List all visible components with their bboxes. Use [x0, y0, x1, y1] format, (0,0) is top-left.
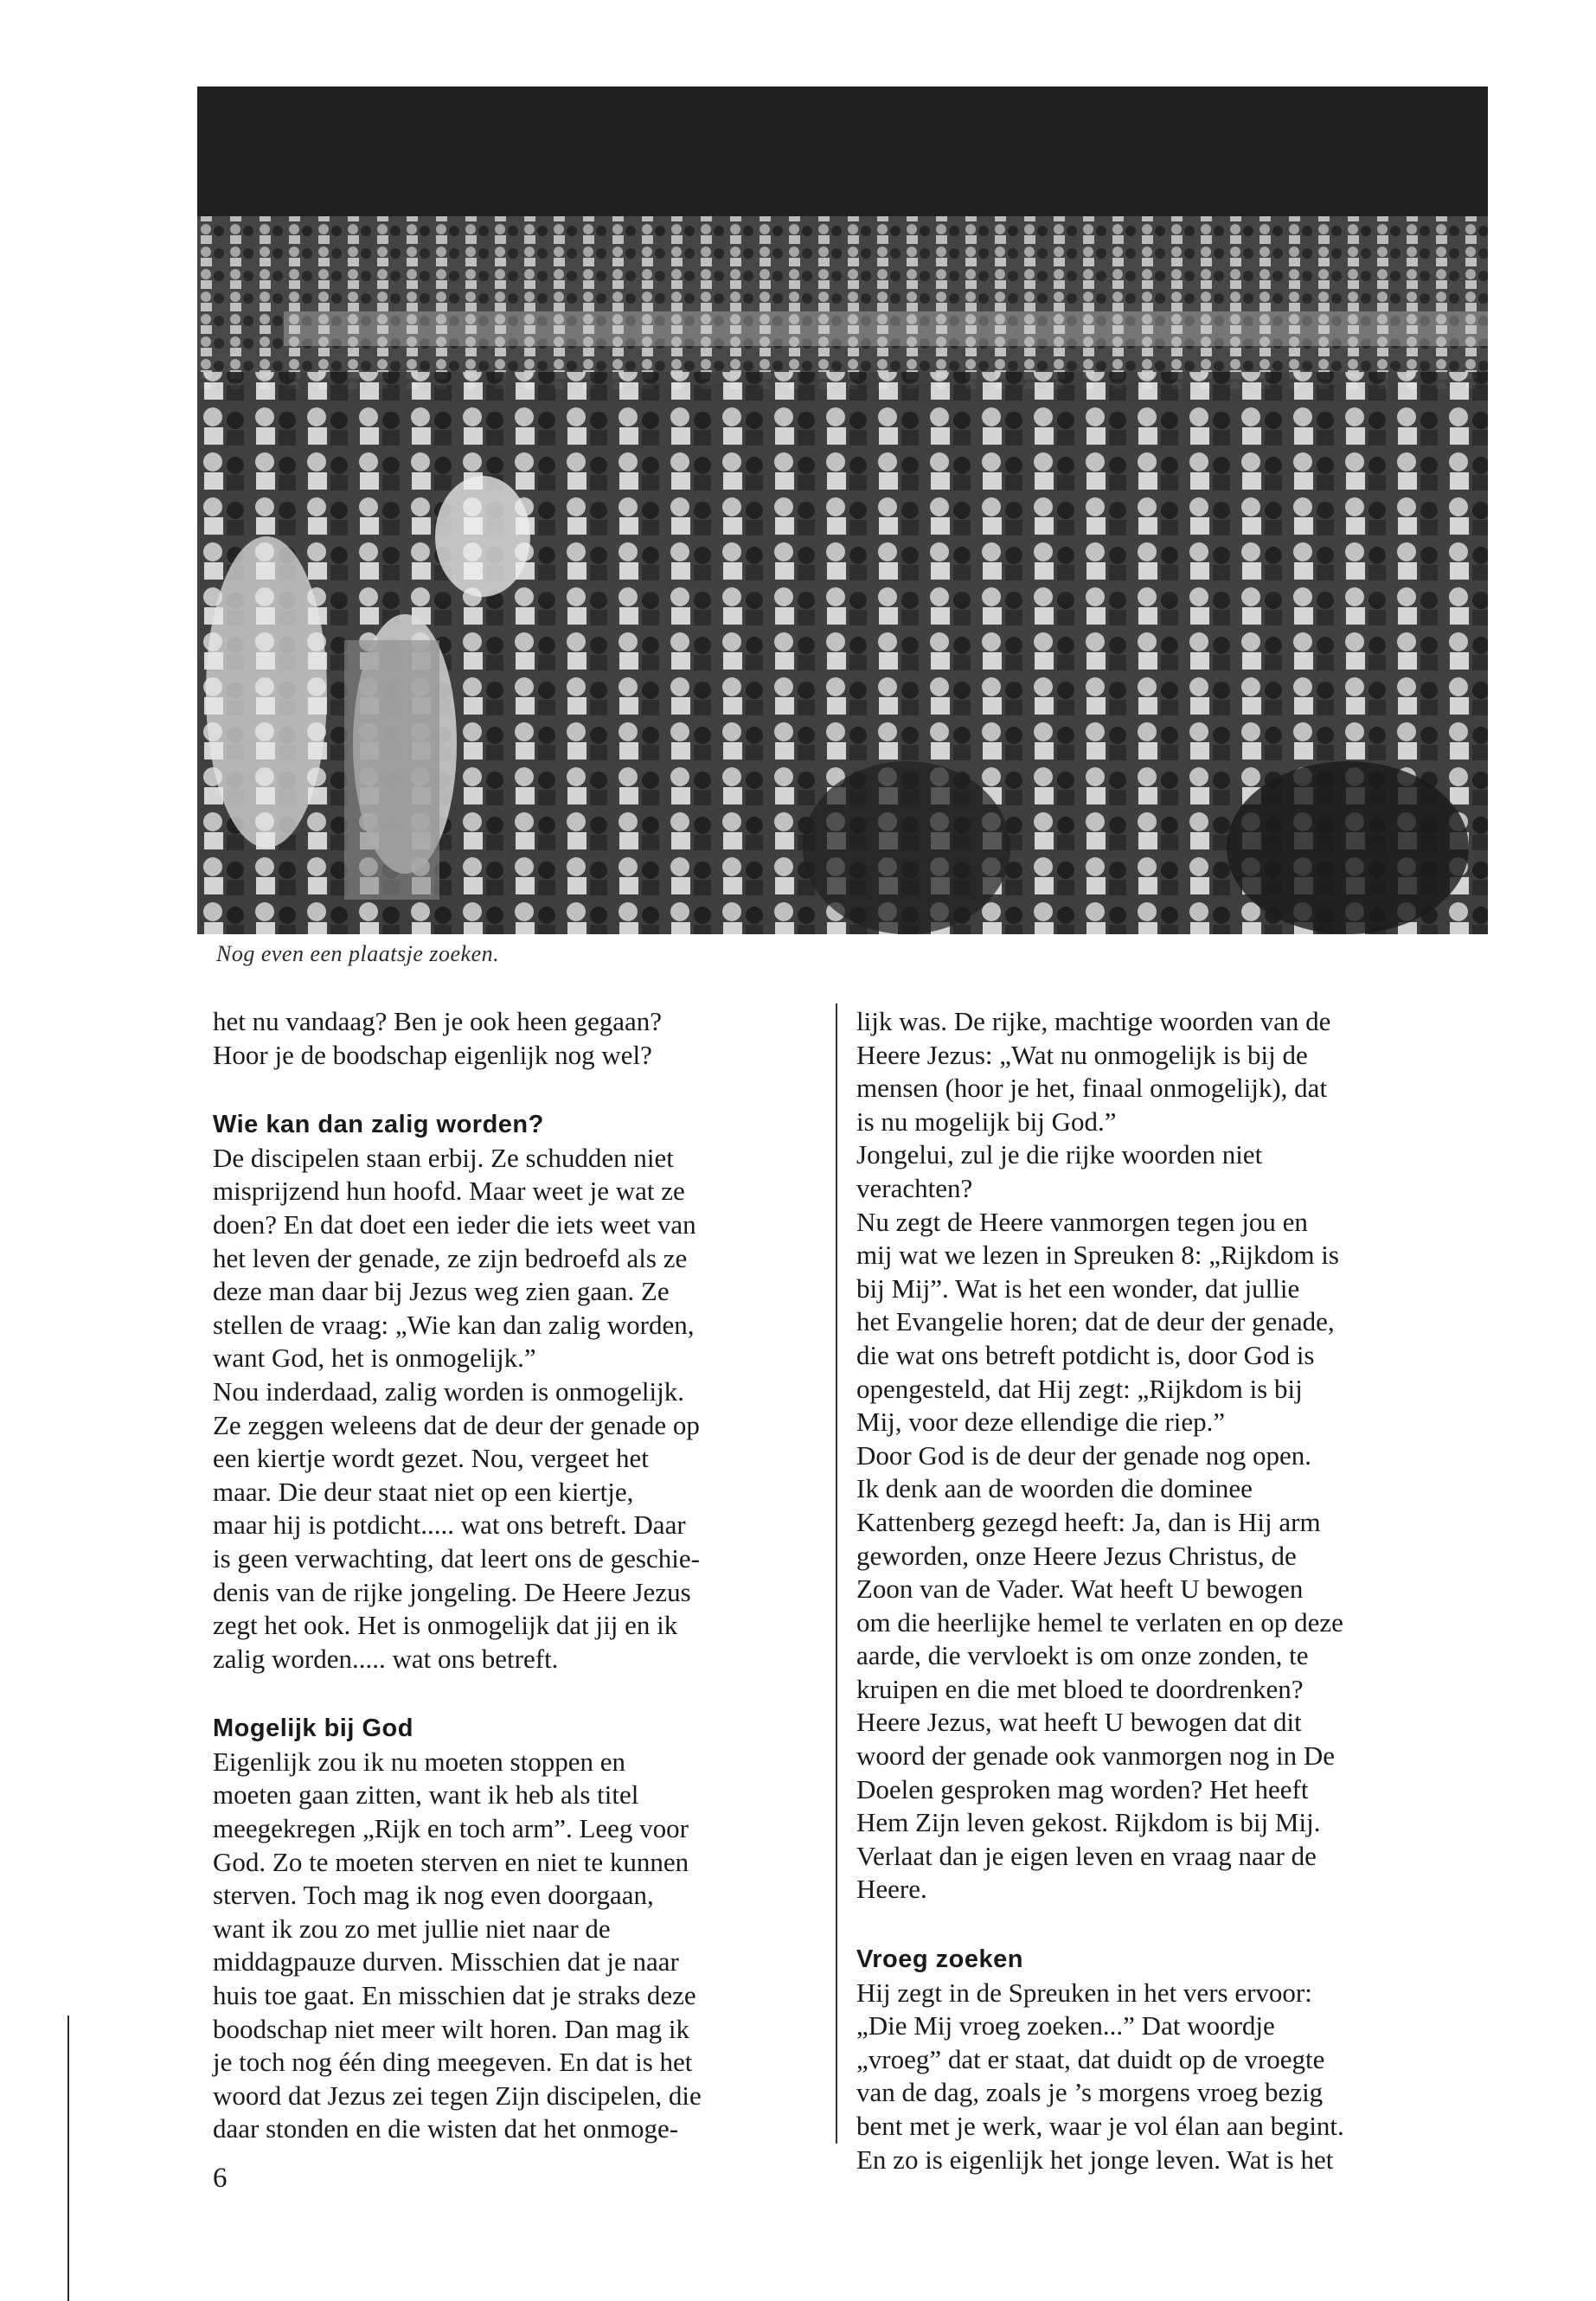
body-paragraph: De discipelen staan erbij. Ze schudden niet misprijzend hun hoofd. Maar weet je wat ze doen? En dat doet een ieder die iets weet van het leven der genade, ze zijn bedroefd als ze deze man daar bij Jezus weg zien gaan. Ze stellen de vraag: „Wie kan dan zalig worden, want God, het is onmogelijk.” Nou inderdaad, zalig worden is onmogelijk. Ze zeggen weleens dat de deur der genade op een kiertje wordt gezet. Nou, vergeet het maar. Die deur staat niet op een kiertje, maar hij is potdicht..... wat ons betreft. Daar is geen verwachting, dat leert ons de geschie- denis van de rijke jongeling. De Heere Jezus zegt het ook. Het is onmogelijk dat jij en ik zalig worden..... wat ons betreft. — [213, 1142, 700, 1674]
left-column — [213, 1005, 818, 2146]
body-paragraph: Hij zegt in de Spreuken in het vers ervoor: „Die Mij vroeg zoeken...” Dat woordje „vroeg” dat er staat, dat duidt op de vroegte van de dag, zoals je ’s morgens vroeg bezig bent met je werk, waar je vol élan aan begint. En zo is eigenlijk het jonge leven. Wat is het — [856, 1977, 1344, 2175]
right-column — [856, 1005, 1479, 2176]
photo-caption: Nog even een plaatsje zoeken. — [216, 941, 500, 966]
section-heading: Mogelijk bij God — [213, 1715, 413, 1743]
section-heading: Vroeg zoeken — [856, 1945, 1023, 1974]
margin-rule — [67, 2016, 69, 2301]
audience-photo — [197, 87, 1488, 934]
intro-text: het nu vandaag? Ben je ook heen gegaan? Hoor je de boodschap eigenlijk nog wel? — [213, 1006, 663, 1070]
body-paragraph: Eigenlijk zou ik nu moeten stoppen en moeten gaan zitten, want ik heb als titel meegekregen „Rijk en toch arm”. Leeg voor God. Zo te moeten sterven en niet te kunnen sterven. Toch mag ik nog even doorgaan, want ik zou zo met jullie niet naar de middagpauze durven. Misschien dat je naar huis toe gaat. En misschien dat je straks deze boodschap niet meer wilt horen. Dan mag ik je toch nog één ding meegeven. En dat is het woord dat Jezus zei tegen Zijn discipelen, die daar stonden en die wisten dat het onmoge- — [213, 1746, 702, 2144]
page-number: 6 — [213, 2163, 228, 2194]
audience-photo-icon — [197, 87, 1488, 934]
section-heading: Wie kan dan zalig worden? — [213, 1111, 544, 1139]
body-paragraph: lijk was. De rijke, machtige woorden van de Heere Jezus: „Wat nu onmogelijk is bij de mensen (hoor je het, finaal onmogelijk), dat is nu mogelijk bij God.” Jongelui, zul je die rijke woorden niet verachten? Nu zegt de Heere vanmorgen tegen jou en mij wat we lezen in Spreuken 8: „Rijkdom is bij Mij”. Wat is het een wonder, dat jullie het Evangelie horen; dat de deur der genade, die wat ons betreft potdicht is, door God is opengesteld, dat Hij zegt: „Rijkdom is bij Mij, voor deze ellendige die riep.” Door God is de deur der genade nog open. Ik denk aan de woorden die dominee Kattenberg gezegd heeft: Ja, dan is Hij arm geworden, onze Heere Jezus Christus, de Zoon van de Vader. Wat heeft U bewogen om die heerlijke hemel te verlaten en op deze aarde, die vervloekt is om onze zonden, te kruipen en die met bloed te doordrenken? Heere Jezus, wat heeft U bewogen dat dit woord der genade ook vanmorgen nog in De Doelen gesproken mag worden? Het heeft Hem Zijn leven gekost. Rijkdom is bij Mij. Verlaat dan je eigen leven en vraag naar de Heere. — [856, 1006, 1343, 1905]
column-divider — [836, 1003, 837, 2144]
